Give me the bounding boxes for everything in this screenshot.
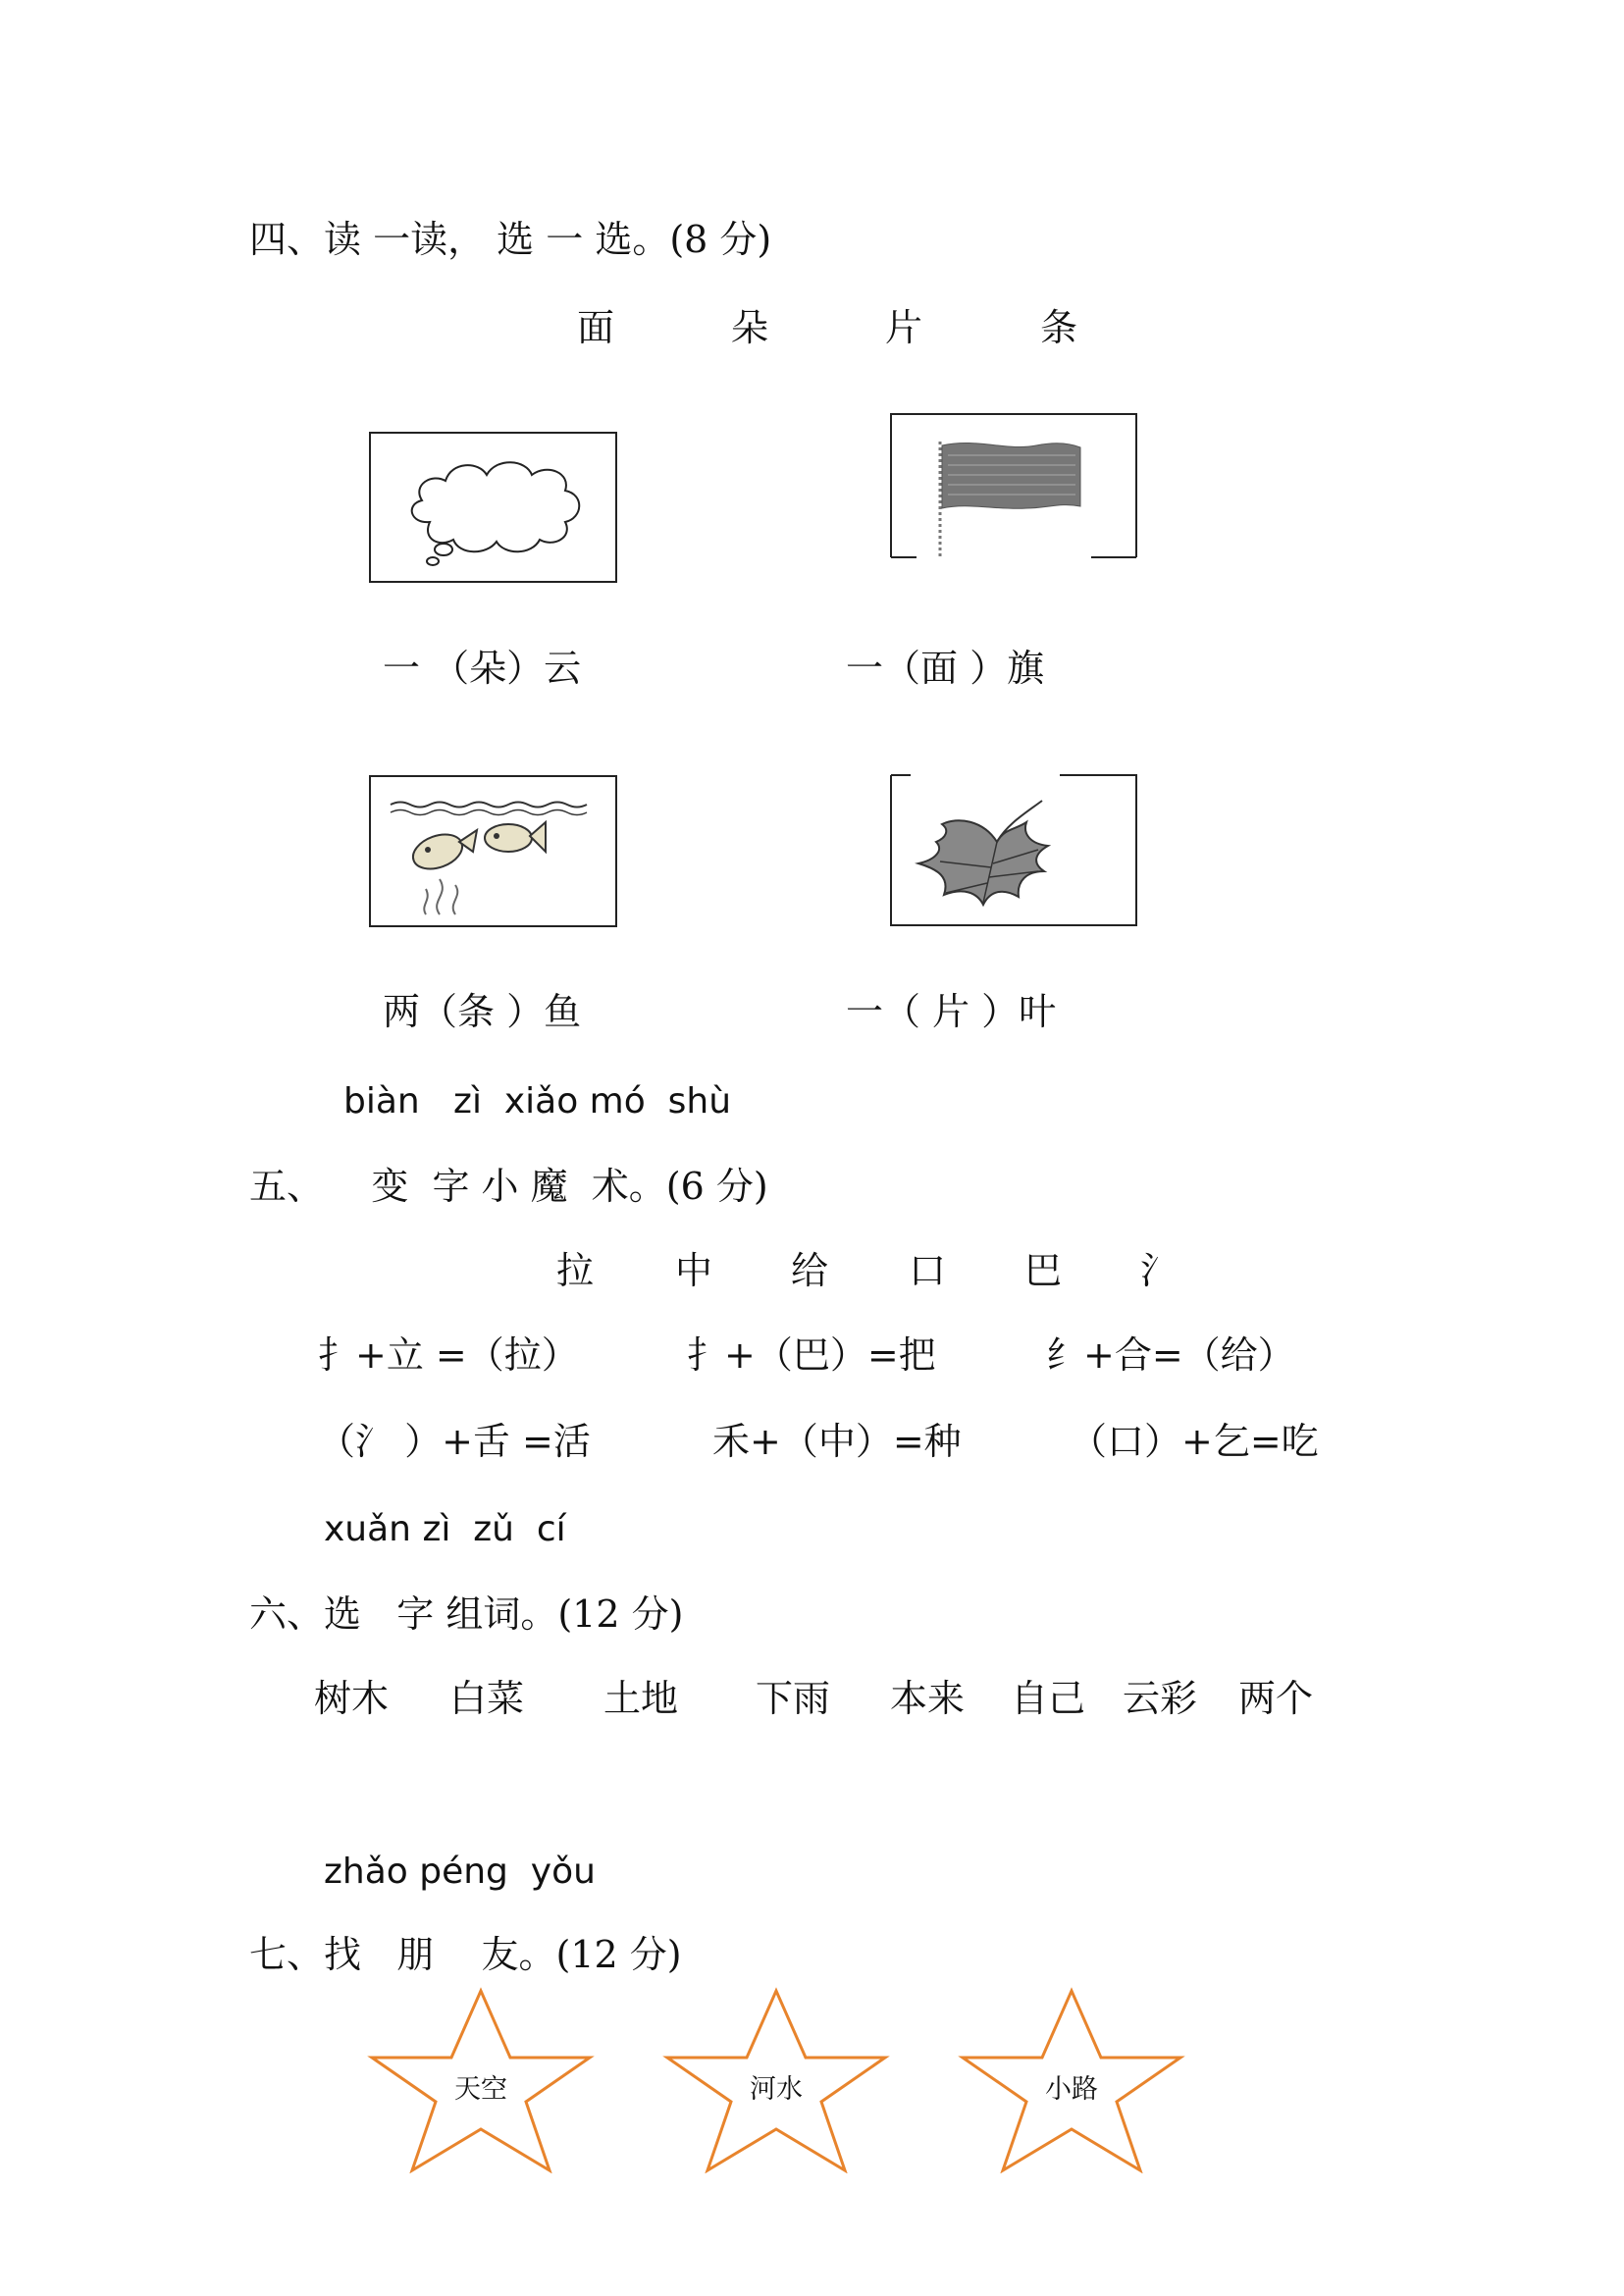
section4-choice: 片 — [885, 306, 923, 349]
section5-choice: 拉 — [556, 1249, 595, 1292]
section5-equation: 扌+（巴）=把 — [687, 1333, 936, 1377]
section6-title: 六、选 字 组词。(12 分) — [249, 1592, 684, 1636]
section5-choice: 氵 — [1140, 1249, 1179, 1292]
cloud-picture — [369, 432, 617, 583]
section5-choice: 给 — [791, 1249, 829, 1292]
section7-pinyin: zhǎo péng yǒu — [324, 1852, 596, 1892]
section4-title: 四、读 一读， 选 一 选。(8 分) — [249, 218, 772, 261]
section6-word: 本来 — [890, 1677, 966, 1720]
section5-equation: 纟+合=（给） — [1046, 1333, 1295, 1377]
section6-word: 白菜 — [449, 1677, 525, 1720]
star-item — [954, 1987, 1189, 2173]
cloud-answer: 一 （朵）云 — [383, 647, 582, 690]
leaf-icon — [889, 773, 1138, 927]
section6-pinyin: xuǎn zì zǔ cí — [324, 1509, 566, 1549]
fish-icon — [371, 777, 615, 925]
star-item — [658, 1987, 894, 2173]
section5-equation: 禾+（中）=种 — [712, 1420, 962, 1463]
flag-picture — [889, 412, 1138, 564]
section6-word: 自己 — [1011, 1677, 1086, 1720]
star-label: 天空 — [454, 2074, 507, 2105]
section6-word: 两个 — [1238, 1677, 1314, 1720]
flag-answer: 一（面 ）旗 — [846, 647, 1045, 690]
section4-choice: 朵 — [731, 306, 769, 349]
section5-pinyin: biàn zì xiǎo mó shù — [343, 1081, 732, 1122]
cloud-icon — [371, 434, 615, 581]
section6-word: 下雨 — [756, 1677, 831, 1720]
fish-picture — [369, 775, 617, 927]
fish-answer: 两（条 ）鱼 — [383, 990, 582, 1033]
section5-equation: （口）+乞=吃 — [1070, 1420, 1319, 1463]
section5-title: 五、 变 字 小 魔 术。(6 分) — [249, 1165, 768, 1208]
section6-word: 土地 — [603, 1677, 679, 1720]
section6-word: 树木 — [314, 1677, 390, 1720]
leaf-picture — [889, 773, 1138, 927]
section5-equation: （氵 ）+舌 =活 — [318, 1420, 591, 1463]
section5-equation: 扌+立 =（拉） — [318, 1333, 579, 1377]
star-item — [363, 1987, 599, 2173]
star-label: 河水 — [750, 2074, 803, 2105]
section5-choice: 中 — [675, 1249, 713, 1292]
section5-choice: 巴 — [1024, 1249, 1063, 1292]
section5-choice: 口 — [909, 1249, 947, 1292]
section7-title: 七、找 朋 友。(12 分) — [249, 1933, 682, 1976]
leaf-answer: 一（ 片 ）叶 — [846, 990, 1057, 1033]
section4-choice: 条 — [1040, 306, 1078, 349]
section6-word: 云彩 — [1123, 1677, 1198, 1720]
section4-choice: 面 — [577, 306, 615, 349]
flag-icon — [889, 412, 1138, 564]
star-label: 小路 — [1045, 2074, 1098, 2105]
